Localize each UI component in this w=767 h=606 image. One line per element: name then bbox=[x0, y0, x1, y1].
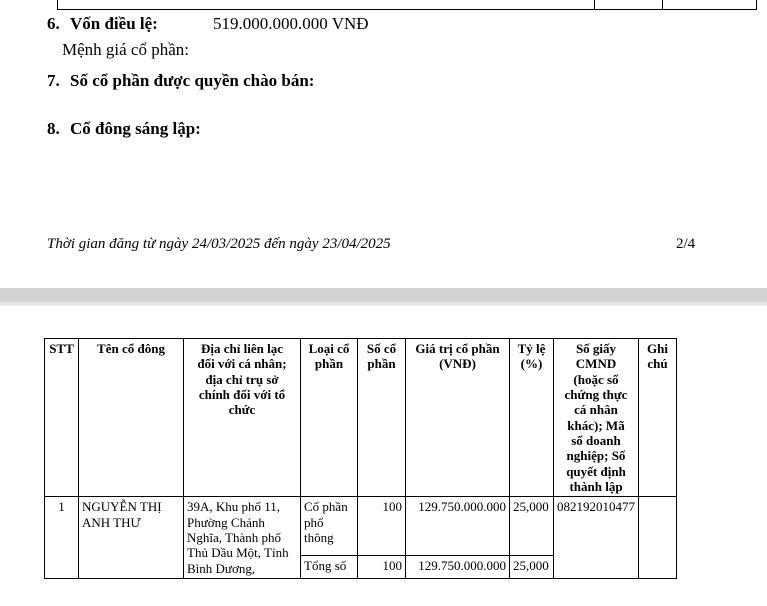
section-7-label: Số cổ phần được quyền chào bán: bbox=[70, 71, 315, 90]
column-header-share-type: Loại cổ phần bbox=[301, 339, 358, 497]
cell-share-type-total: Tổng số bbox=[301, 555, 358, 578]
cell-share-type: Cổ phần phổ thông bbox=[301, 497, 358, 555]
cell-percent: 25,000 bbox=[510, 497, 554, 555]
column-header-note: Ghi chú bbox=[639, 339, 677, 497]
section-6-number: 6. bbox=[47, 14, 60, 33]
cell-id-number: 082192010477 bbox=[554, 497, 639, 579]
column-header-percent: Tỷ lệ (%) bbox=[510, 339, 554, 497]
section-6-label: Vốn điều lệ: bbox=[70, 14, 158, 33]
column-header-id-number: Số giấy CMND (hoặc số chứng thực cá nhân khác); Mã số doanh nghiệp; Số quyết định thành lập bbox=[554, 339, 639, 497]
cell-share-value-total: 129.750.000.000 bbox=[406, 555, 510, 578]
cell-address: 39A, Khu phố 11, Phường Chánh Nghĩa, Thành phố Thủ Dầu Một, Tỉnh Bình Dương, bbox=[184, 497, 301, 579]
column-header-share-value: Giá trị cổ phần (VNĐ) bbox=[406, 339, 510, 497]
table-remnant-divider-2 bbox=[662, 0, 663, 9]
cell-shareholder-name: NGUYỄN THỊ ANH THƯ bbox=[79, 497, 184, 579]
column-header-shareholder-name: Tên cổ đông bbox=[79, 339, 184, 497]
page-separator bbox=[0, 288, 767, 302]
page-number: 2/4 bbox=[676, 236, 696, 252]
charter-capital-value: 519.000.000.000 VNĐ bbox=[213, 14, 369, 33]
document-page-top bbox=[0, 0, 767, 288]
cell-percent-total: 25,000 bbox=[510, 555, 554, 578]
cell-quantity-total: 100 bbox=[358, 555, 406, 578]
cell-share-value: 129.750.000.000 bbox=[406, 497, 510, 555]
document-page-bottom bbox=[0, 306, 767, 606]
table-header-row bbox=[45, 339, 677, 497]
founding-shareholders-table bbox=[44, 338, 677, 579]
table-row bbox=[45, 497, 677, 555]
cell-note bbox=[639, 497, 677, 579]
cell-stt: 1 bbox=[45, 497, 79, 579]
table-remnant-divider-1 bbox=[594, 0, 595, 9]
cell-quantity: 100 bbox=[358, 497, 406, 555]
section-8-label: Cổ đông sáng lập: bbox=[70, 119, 201, 138]
column-header-stt: STT bbox=[45, 339, 79, 497]
column-header-address: Địa chỉ liên lạc đối với cá nhân; địa chỉ trụ sở chính đối với tổ chức bbox=[184, 339, 301, 497]
section-7-number: 7. bbox=[47, 71, 60, 90]
section-8-number: 8. bbox=[47, 119, 60, 138]
par-value-label: Mệnh giá cổ phần: bbox=[62, 40, 189, 59]
column-header-quantity: Số cổ phần bbox=[358, 339, 406, 497]
posting-period-note: Thời gian đăng từ ngày 24/03/2025 đến ngày 23/04/2025 bbox=[47, 236, 391, 252]
table-remnant-top bbox=[57, 0, 757, 10]
